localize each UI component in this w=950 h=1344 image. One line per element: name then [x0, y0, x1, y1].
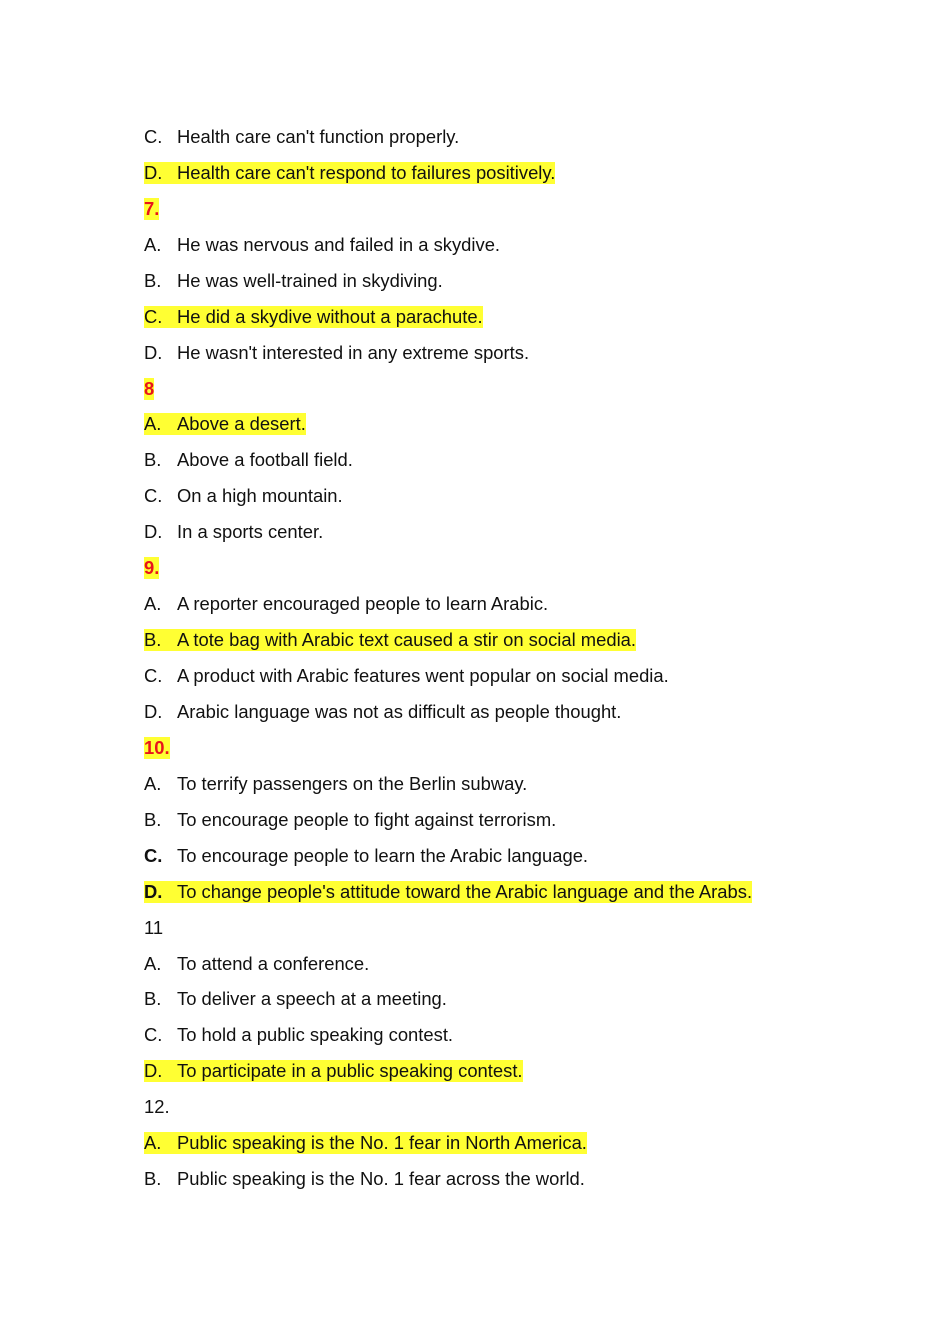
- answer-option-correct: [144, 299, 904, 335]
- answer-option: [144, 946, 904, 982]
- option-letter: A.: [144, 1132, 162, 1154]
- question-number: 10.: [144, 736, 170, 758]
- option-letter: D.: [144, 161, 163, 183]
- option-content: [144, 665, 669, 687]
- answer-option: [144, 227, 904, 263]
- option-letter: D.: [144, 880, 163, 902]
- option-text: To hold a public speaking contest.: [177, 1024, 454, 1046]
- option-content: [144, 1024, 453, 1046]
- option-text: A tote bag with Arabic text caused a stir on social media.: [177, 629, 636, 651]
- option-content: [144, 162, 555, 184]
- option-content: [144, 809, 556, 831]
- option-text: Health care can't respond to failures positively.: [177, 161, 556, 183]
- answer-option: [144, 263, 904, 299]
- option-content: [144, 953, 369, 975]
- option-content: [144, 413, 306, 435]
- question-number: 11: [144, 916, 164, 938]
- question-number-line: [144, 550, 904, 586]
- option-letter: C.: [144, 125, 163, 147]
- answer-option: [144, 694, 904, 730]
- option-content: [144, 701, 621, 723]
- answer-option-correct: [144, 1125, 904, 1161]
- answer-option: [144, 1161, 904, 1197]
- question-number: 7.: [144, 197, 160, 219]
- answer-option: [144, 658, 904, 694]
- answer-option-correct: [144, 407, 904, 443]
- option-text: To change people's attitude toward the Arabic language and the Arabs.: [177, 880, 753, 902]
- answer-option: [144, 514, 904, 550]
- option-content: [144, 881, 752, 903]
- answer-option-correct: [144, 155, 904, 191]
- option-text: Public speaking is the No. 1 fear in North America.: [177, 1132, 587, 1154]
- answer-document: [144, 119, 904, 1197]
- option-content: [144, 1132, 587, 1154]
- option-letter: A.: [144, 413, 162, 435]
- option-letter: C.: [144, 305, 163, 327]
- option-letter: B.: [144, 988, 162, 1010]
- question-number-line: [144, 371, 904, 407]
- option-content: [144, 773, 527, 795]
- option-text: He wasn't interested in any extreme sports.: [177, 341, 530, 363]
- answer-option-correct: [144, 874, 904, 910]
- option-content: [144, 845, 588, 867]
- option-text: In a sports center.: [177, 521, 324, 543]
- option-content: [144, 306, 483, 328]
- question-number-line: [144, 730, 904, 766]
- question-number: 9.: [144, 557, 160, 579]
- option-letter: A.: [144, 952, 162, 974]
- option-letter: C.: [144, 1024, 163, 1046]
- option-text: Public speaking is the No. 1 fear across the world.: [177, 1168, 585, 1190]
- option-text: He did a skydive without a parachute.: [177, 305, 483, 327]
- option-text: Arabic language was not as difficult as people thought.: [177, 700, 622, 722]
- option-content: [144, 234, 500, 256]
- answer-option: [144, 119, 904, 155]
- option-text: He was well-trained in skydiving.: [177, 269, 443, 291]
- option-text: To encourage people to fight against terrorism.: [177, 808, 557, 830]
- option-text: To terrify passengers on the Berlin subway.: [177, 772, 528, 794]
- option-text: A reporter encouraged people to learn Arabic.: [177, 593, 549, 615]
- answer-option-correct: [144, 1053, 904, 1089]
- answer-option-correct: [144, 622, 904, 658]
- option-letter: D.: [144, 521, 163, 543]
- option-text: He was nervous and failed in a skydive.: [177, 233, 501, 255]
- option-content: [144, 1168, 585, 1190]
- option-letter: C.: [144, 665, 163, 687]
- answer-option: [144, 586, 904, 622]
- option-text: On a high mountain.: [177, 485, 343, 507]
- answer-option: [144, 766, 904, 802]
- question-number: 12.: [144, 1096, 170, 1118]
- option-text: Above a football field.: [177, 449, 353, 471]
- option-content: [144, 1060, 523, 1082]
- option-letter: C.: [144, 485, 163, 507]
- option-content: [144, 342, 529, 364]
- option-content: [144, 485, 343, 507]
- option-letter: A.: [144, 233, 162, 255]
- option-letter: A.: [144, 772, 162, 794]
- option-text: To encourage people to learn the Arabic language.: [177, 844, 589, 866]
- option-letter: B.: [144, 449, 162, 471]
- answer-option: [144, 478, 904, 514]
- option-letter: B.: [144, 629, 162, 651]
- question-number-line: [144, 191, 904, 227]
- question-number: 8: [144, 377, 155, 399]
- option-text: To deliver a speech at a meeting.: [177, 988, 447, 1010]
- option-content: [144, 988, 447, 1010]
- option-content: [144, 629, 636, 651]
- option-letter: C.: [144, 844, 163, 866]
- option-letter: D.: [144, 1060, 163, 1082]
- answer-option: [144, 335, 904, 371]
- answer-option: [144, 982, 904, 1018]
- option-letter: B.: [144, 269, 162, 291]
- option-content: [144, 521, 323, 543]
- answer-option: [144, 802, 904, 838]
- option-text: Health care can't function properly.: [177, 125, 460, 147]
- option-letter: A.: [144, 593, 162, 615]
- answer-option: [144, 442, 904, 478]
- option-content: [144, 593, 548, 615]
- option-text: To participate in a public speaking contest.: [177, 1060, 523, 1082]
- option-text: A product with Arabic features went popular on social media.: [177, 665, 669, 687]
- answer-option: [144, 1017, 904, 1053]
- option-text: To attend a conference.: [177, 952, 370, 974]
- option-letter: B.: [144, 808, 162, 830]
- answer-option: [144, 838, 904, 874]
- option-content: [144, 270, 443, 292]
- option-letter: D.: [144, 341, 163, 363]
- question-number-line: [144, 1089, 904, 1125]
- option-content: [144, 126, 459, 148]
- option-text: Above a desert.: [177, 413, 306, 435]
- option-letter: B.: [144, 1168, 162, 1190]
- question-number-line: [144, 910, 904, 946]
- option-letter: D.: [144, 700, 163, 722]
- option-content: [144, 449, 353, 471]
